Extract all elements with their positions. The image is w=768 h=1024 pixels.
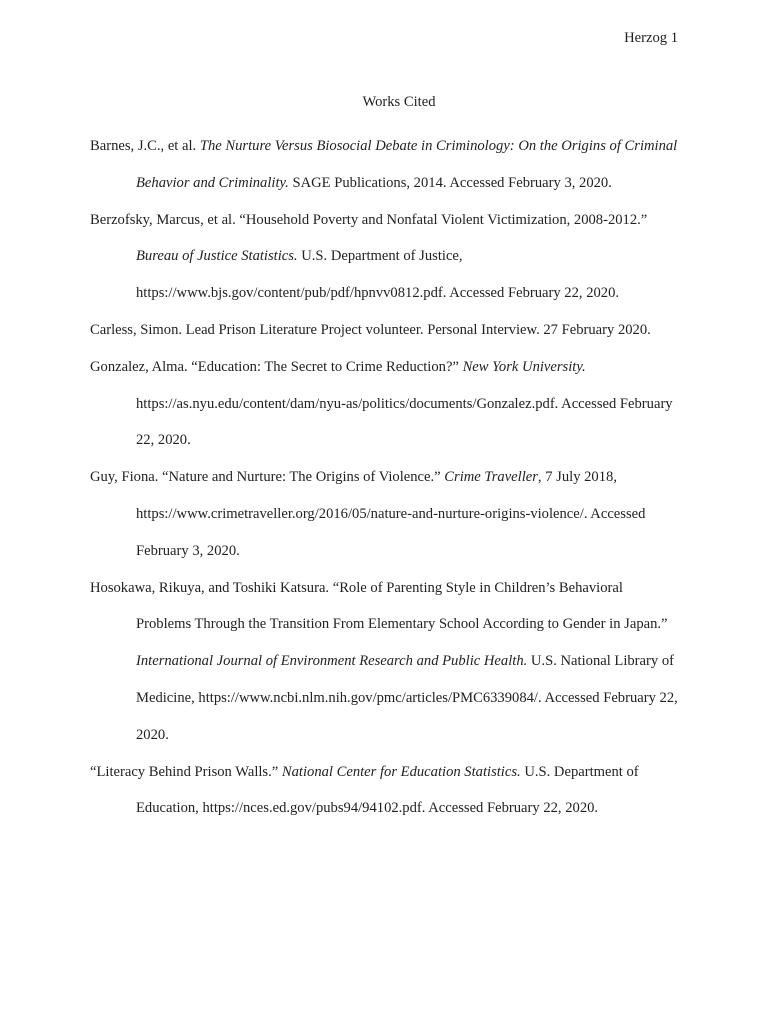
citation-text: Carless, Simon. Lead Prison Literature Project volunteer. Personal Interview. 27 February 2020. (90, 321, 651, 338)
citation-entry (90, 570, 680, 754)
citation-source-title: Crime Traveller (444, 469, 538, 486)
citation-text: Hosokawa, Rikuya, and Toshiki Katsura. “Role of Parenting Style in Children’s Behavioral Problems Through the Transition From Elementary School According to Gender in Japan.” (90, 579, 668, 633)
citation-text: Barnes, J.C., et al. (90, 138, 200, 154)
citation-text: U.S. Department of Education, https://nces.ed.gov/pubs94/94102.pdf. Accessed February 22, 2020. (136, 763, 639, 817)
citation-text: “Literacy Behind Prison Walls.” (90, 763, 282, 780)
citation-text: U.S. Department of Justice, https://www.bjs.gov/content/pub/pdf/hpnvv0812.pdf. Accessed February 22, 2020. (136, 248, 620, 302)
citation-entry (90, 202, 680, 312)
citation-entry (90, 312, 680, 349)
citation-entry (90, 128, 680, 202)
works-cited-title: Works Cited (362, 94, 436, 110)
citation-source-title: The Nurture Versus Biosocial Debate in Criminology: On the Origins of Criminal Behavior and Criminality. (136, 138, 678, 191)
citation-entry (90, 754, 680, 828)
citation-source-title: National Center for Education Statistics. (281, 763, 521, 780)
citation-entry (90, 459, 680, 569)
running-head: Herzog 1 (624, 30, 678, 46)
citation-text: SAGE Publications, 2014. Accessed February 3, 2020. (288, 174, 612, 191)
citation-text: Gonzalez, Alma. “Education: The Secret to Crime Reduction?” (90, 358, 463, 375)
citation-text: Guy, Fiona. “Nature and Nurture: The Origins of Violence.” (90, 469, 445, 486)
citation-text: https://as.nyu.edu/content/dam/nyu-as/politics/documents/Gonzalez.pdf. Accessed February 22, 2020. (136, 395, 673, 449)
citation-text: Berzofsky, Marcus, et al. “Household Poverty and Nonfatal Violent Victimization, 2008-2012.” (90, 211, 648, 228)
citation-source-title: Bureau of Justice Statistics. (136, 248, 298, 265)
citation-entry (90, 349, 680, 459)
citation-source-title: International Journal of Environment Research and Public Health. (136, 653, 528, 670)
citation-source-title: New York University. (462, 358, 586, 375)
works-cited-list (90, 128, 680, 827)
citation-text: U.S. National Library of Medicine, https://www.ncbi.nlm.nih.gov/pmc/articles/PMC6339084/. Accessed February 22, 2020. (136, 653, 678, 743)
citation-text: , 7 July 2018, https://www.crimetraveller.org/2016/05/nature-and-nurture-origins-violence/. Accessed February 3, 2020. (136, 469, 646, 559)
